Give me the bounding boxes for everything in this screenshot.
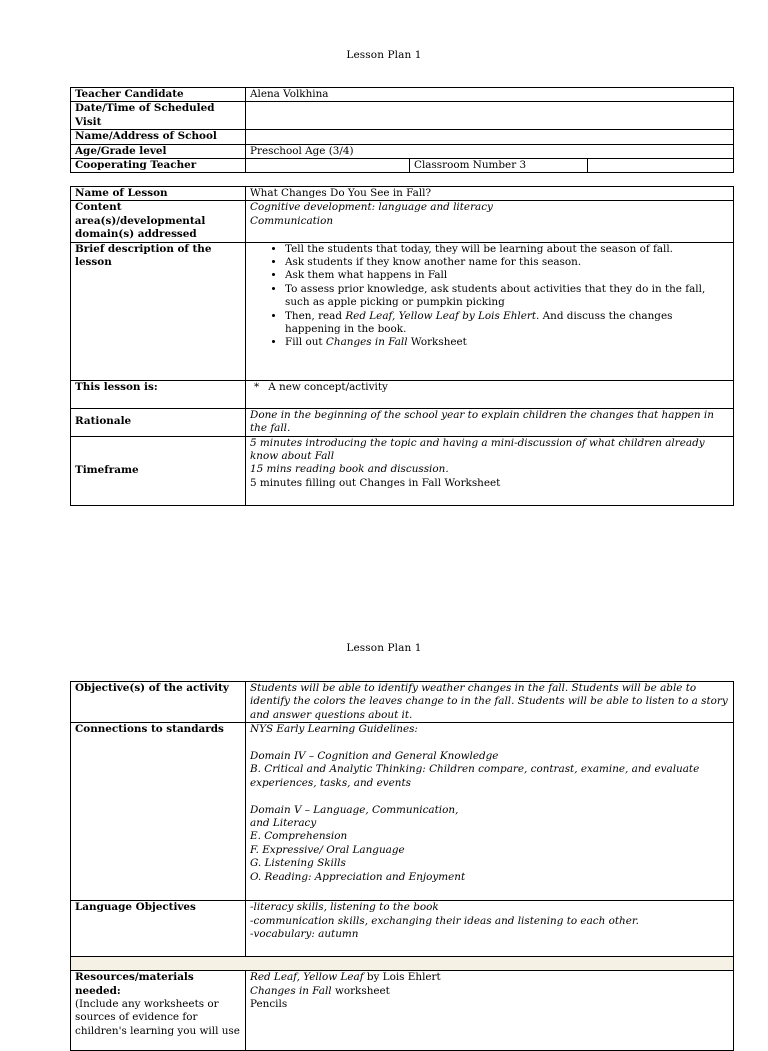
standards-line: B. Critical and Analytic Thinking: Children compare, contrast, examine, and evaluate experiences, tasks, and events bbox=[250, 763, 700, 789]
teacher-candidate-value: Alena Volkhina bbox=[246, 88, 734, 102]
rationale-value: Done in the beginning of the school year to explain children the changes that happen in the fall. bbox=[246, 408, 734, 436]
language-line: -literacy skills, listening to the book bbox=[250, 901, 439, 914]
standards-line: O. Reading: Appreciation and Enjoyment bbox=[250, 870, 466, 883]
objective-label: Objective(s) of the activity bbox=[71, 682, 246, 723]
timeframe-value bbox=[246, 436, 734, 505]
teacher-info-table bbox=[70, 87, 734, 173]
worksheet-title: Changes in Fall bbox=[325, 336, 408, 349]
resources-value bbox=[246, 971, 734, 1051]
language-objectives-label: Language Objectives bbox=[71, 901, 246, 957]
list-item: • Ask students if they know another name for this season. bbox=[285, 256, 729, 269]
table-row bbox=[71, 901, 734, 957]
standards-label: Connections to standards bbox=[71, 723, 246, 901]
resources-label bbox=[71, 971, 246, 1051]
list-item: • To assess prior knowledge, ask students about activities that they do in the fall, such as apple picking or pumpkin picking bbox=[285, 283, 729, 310]
text-run: . And discuss the changes happening in the book. bbox=[285, 309, 673, 336]
visit-date-label: Date/Time of Scheduled Visit bbox=[71, 102, 246, 130]
content-line: Communication bbox=[250, 214, 334, 227]
visit-date-value bbox=[246, 102, 734, 130]
language-line: -vocabulary: autumn bbox=[250, 928, 359, 941]
table-row bbox=[71, 187, 734, 201]
standards-line: G. Listening Skills bbox=[250, 857, 346, 870]
table-row bbox=[71, 723, 734, 901]
table-row bbox=[71, 436, 734, 505]
worksheet-title: Changes in Fall bbox=[250, 984, 332, 997]
content-area-label: Content area(s)/developmental domain(s) addressed bbox=[71, 201, 246, 242]
standards-value bbox=[246, 723, 734, 901]
this-lesson-label: This lesson is: bbox=[71, 380, 246, 408]
objective-value: Students will be able to identify weather changes in the fall. Students will be able to identify the colors the leaves change to in the fall. Students will be able to listen to a story and answer questions about it. bbox=[246, 682, 734, 723]
teacher-candidate-label: Teacher Candidate bbox=[71, 88, 246, 102]
table-row bbox=[71, 201, 734, 242]
standards-line: E. Comprehension bbox=[250, 830, 348, 843]
book-title: Red Leaf, Yellow Leaf bbox=[250, 971, 364, 984]
grade-value: Preschool Age (3/4) bbox=[246, 144, 734, 158]
brief-description-value bbox=[246, 242, 734, 380]
text-run: Worksheet bbox=[407, 336, 467, 349]
cooperating-teacher-value bbox=[246, 159, 410, 173]
resources-heading: Resources/materials needed: bbox=[75, 971, 194, 997]
timeframe-line: 15 mins reading book and discussion. bbox=[250, 463, 449, 476]
lesson-name-value: What Changes Do You See in Fall? bbox=[246, 187, 734, 201]
standards-line: Domain IV – Cognition and General Knowledge bbox=[250, 750, 499, 763]
table-row bbox=[71, 144, 734, 158]
page-title: Lesson Plan 1 bbox=[346, 642, 422, 654]
language-line: -communication skills, exchanging their ideas and listening to each other. bbox=[250, 914, 639, 927]
standards-line: Domain V – Language, Communication, bbox=[250, 803, 459, 816]
rationale-label: Rationale bbox=[71, 408, 246, 436]
classroom-number: Classroom Number 3 bbox=[410, 159, 588, 173]
timeframe-line: 5 minutes filling out Changes in Fall Worksheet bbox=[250, 476, 501, 489]
table-row bbox=[71, 957, 734, 971]
text-run: Fill out bbox=[285, 336, 326, 349]
table-row bbox=[71, 380, 734, 408]
resource-item bbox=[250, 971, 729, 984]
standards-line: and Literacy bbox=[250, 817, 317, 830]
list-item: • Tell the students that today, they will be learning about the season of fall. bbox=[285, 243, 729, 256]
timeframe-label: Timeframe bbox=[71, 436, 246, 505]
this-lesson-item: * A new concept/activity bbox=[250, 381, 388, 393]
table-row bbox=[71, 130, 734, 144]
resource-item: Pencils bbox=[250, 998, 288, 1011]
lesson-table bbox=[70, 186, 734, 506]
brief-description-label: Brief description of the lesson bbox=[71, 242, 246, 380]
content-line: Cognitive development: language and literacy bbox=[250, 201, 493, 214]
list-item bbox=[285, 336, 729, 349]
school-label: Name/Address of School bbox=[71, 130, 246, 144]
table-row bbox=[71, 682, 734, 723]
table-row bbox=[71, 971, 734, 1051]
language-objectives-value bbox=[246, 901, 734, 957]
list-item bbox=[285, 310, 729, 337]
text-run: Then, read bbox=[285, 309, 346, 322]
this-lesson-value bbox=[246, 380, 734, 408]
standards-line: F. Expressive/ Oral Language bbox=[250, 843, 405, 856]
school-value bbox=[246, 130, 734, 144]
table-row bbox=[71, 408, 734, 436]
text-run: worksheet bbox=[331, 984, 390, 997]
table-row bbox=[71, 159, 734, 173]
grade-label: Age/Grade level bbox=[71, 144, 246, 158]
brief-list bbox=[250, 243, 729, 350]
classroom-extra bbox=[588, 159, 734, 173]
table-row bbox=[71, 102, 734, 130]
timeframe-line: 5 minutes introducing the topic and having a mini-discussion of what children already know about Fall bbox=[250, 436, 705, 463]
cooperating-teacher-label: Cooperating Teacher bbox=[71, 159, 246, 173]
resource-item bbox=[250, 985, 729, 998]
divider-row bbox=[71, 957, 734, 971]
list-item: • Ask them what happens in Fall bbox=[285, 269, 729, 282]
page-title: Lesson Plan 1 bbox=[346, 49, 422, 61]
objectives-table bbox=[70, 681, 734, 1051]
resources-note: (Include any worksheets or sources of evidence for children's learning you will use bbox=[75, 998, 240, 1037]
text-run: by Lois Ehlert bbox=[363, 971, 441, 984]
table-row bbox=[71, 88, 734, 102]
lesson-name-label: Name of Lesson bbox=[71, 187, 246, 201]
standards-heading: NYS Early Learning Guidelines: bbox=[250, 723, 418, 736]
table-row bbox=[71, 242, 734, 380]
book-title: Red Leaf, Yellow Leaf by Lois Ehlert bbox=[345, 309, 537, 322]
content-area-value bbox=[246, 201, 734, 242]
